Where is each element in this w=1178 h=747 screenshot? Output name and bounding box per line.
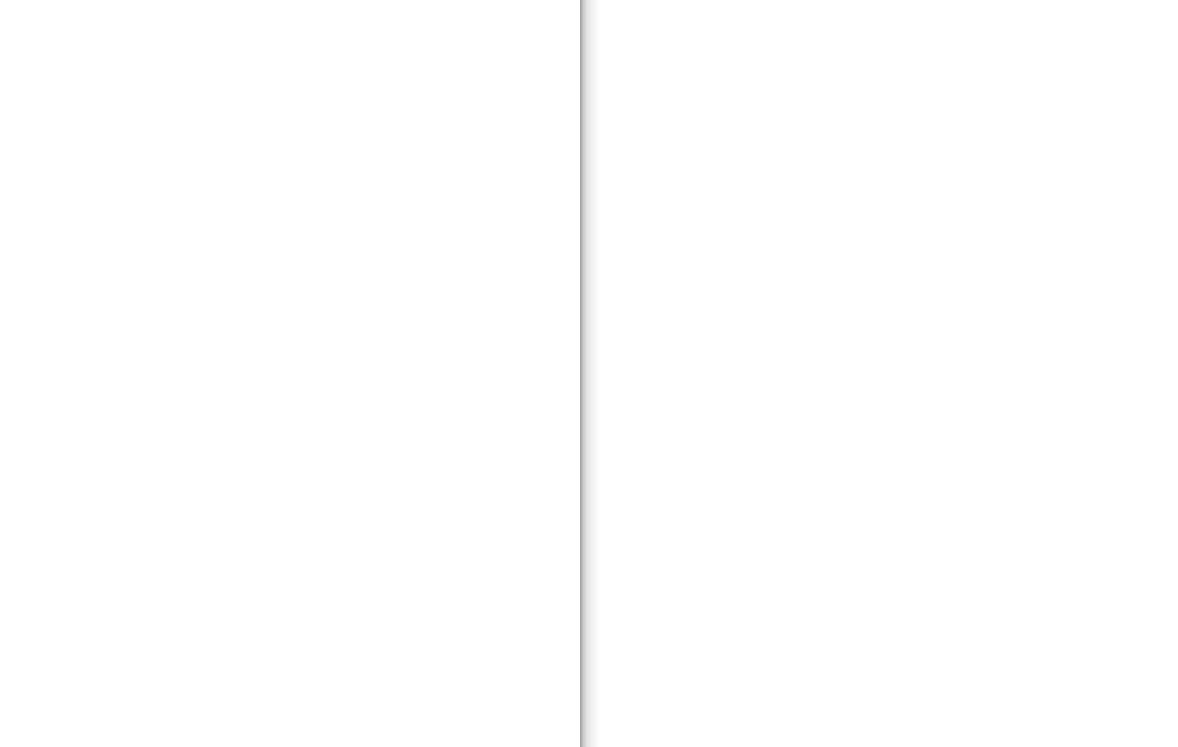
page-gutter [580,0,600,747]
text-line [688,716,1160,741]
right-page-bottom-text [688,716,1160,741]
left-page [0,0,580,747]
right-page [600,0,1178,747]
